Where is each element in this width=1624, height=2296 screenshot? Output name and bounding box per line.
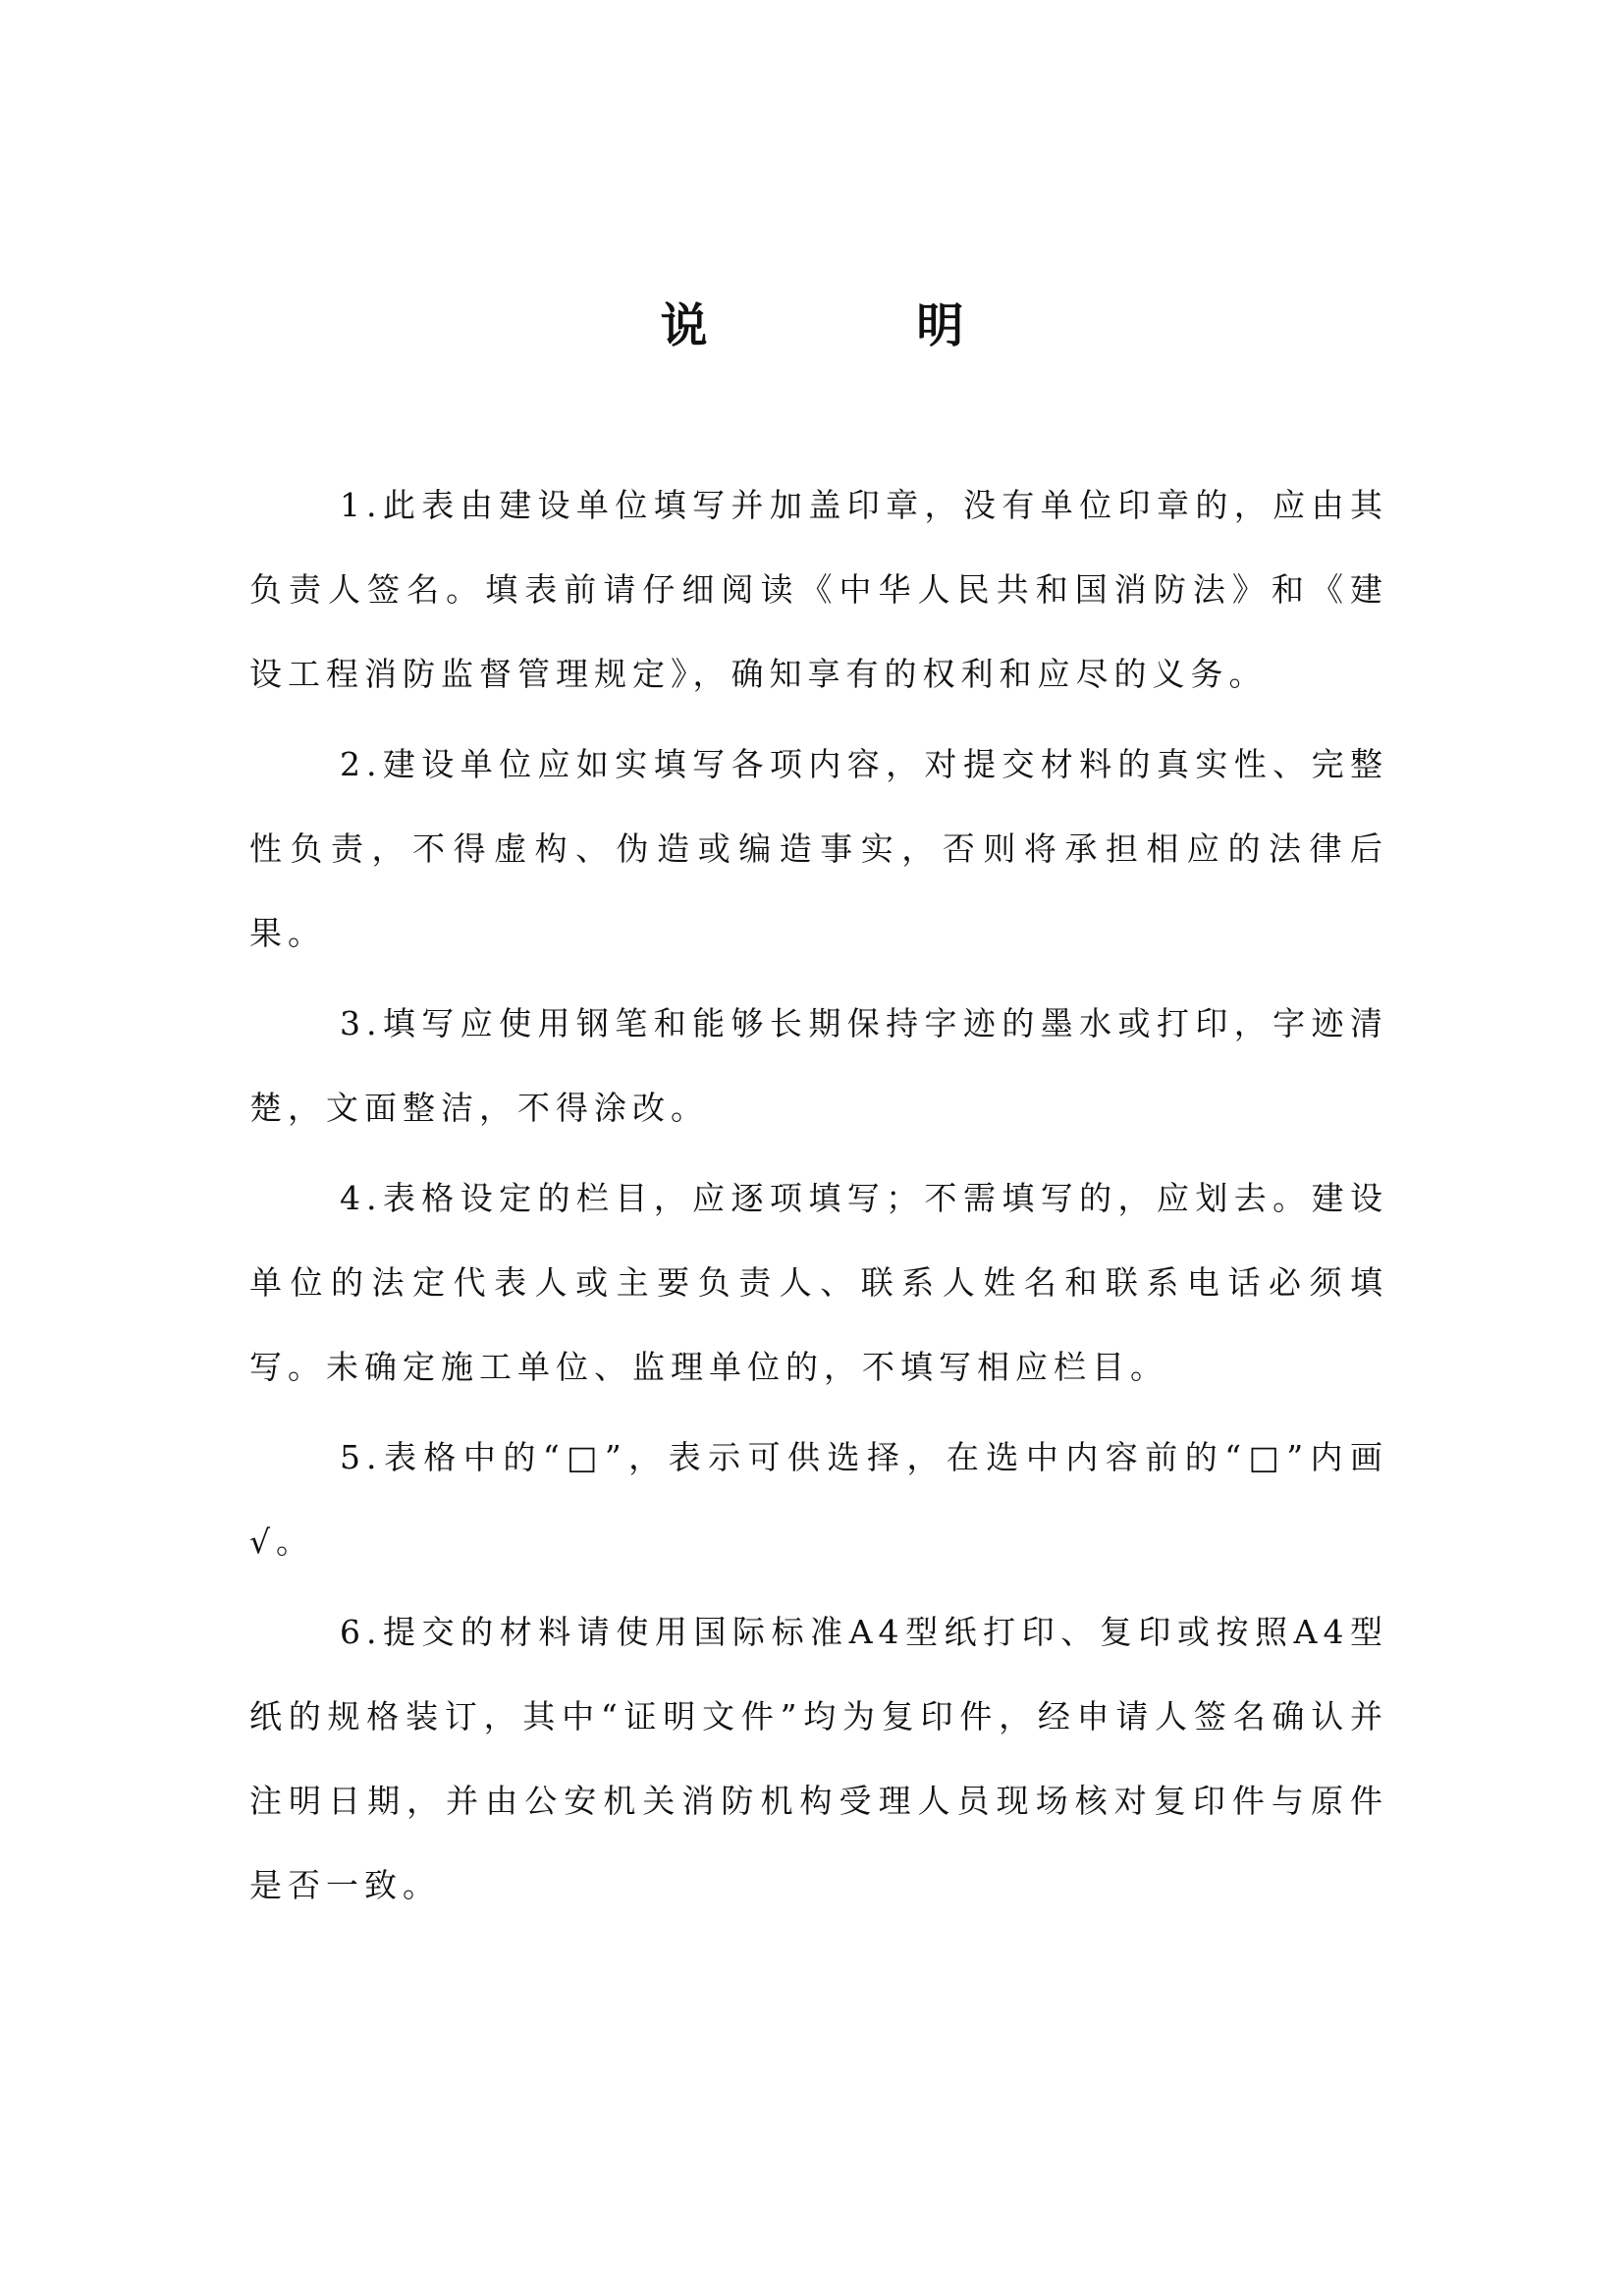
instruction-paragraph-5: 5.表格中的“□”，表示可供选择，在选中内容前的“□”内画√。 [249, 1438, 1388, 1561]
instruction-paragraph-3: 3.填写应使用钢笔和能够长期保持字迹的墨水或打印，字迹清楚，文面整洁，不得涂改。 [249, 1004, 1388, 1127]
instruction-paragraph-6: 6.提交的材料请使用国际标准A4型纸打印、复印或按照A4型纸的规格装订，其中“证明文件”均为复印件，经申请人签名确认并注明日期，并由公安机关消防机构受理人员现场核对复印件与原件是否一致。 [249, 1613, 1388, 1904]
instruction-paragraph-2: 2.建设单位应如实填写各项内容，对提交材料的真实性、完整性负责，不得虚构、伪造或编造事实，否则将承担相应的法律后果。 [249, 745, 1388, 952]
instructions-body [249, 463, 1388, 1928]
page-title: 说 明 [660, 298, 1060, 353]
instruction-paragraph-1: 1.此表由建设单位填写并加盖印章，没有单位印章的，应由其负责人签名。填表前请仔细阅读《中华人民共和国消防法》和《建设工程消防监督管理规定》，确知享有的权利和应尽的义务。 [249, 486, 1388, 693]
instruction-paragraph-4: 4.表格设定的栏目，应逐项填写；不需填写的，应划去。建设单位的法定代表人或主要负责人、联系人姓名和联系电话必须填写。未确定施工单位、监理单位的，不填写相应栏目。 [249, 1179, 1388, 1386]
